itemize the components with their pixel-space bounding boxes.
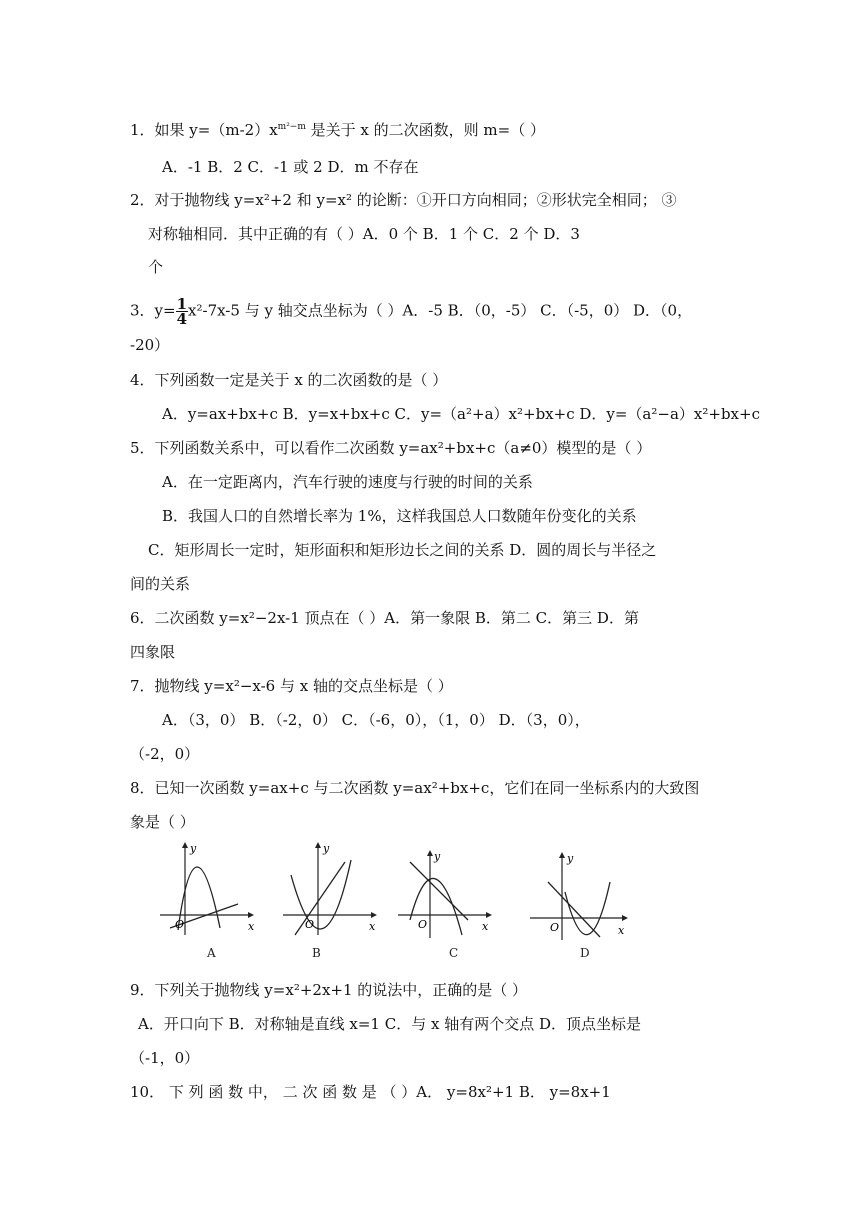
graph-b-x-label: x xyxy=(369,920,376,933)
question-6-line-2: 四象限 xyxy=(130,643,176,661)
question-7: 7．抛物线 y=x²−x-6 与 x 轴的交点坐标是（ ） xyxy=(130,677,453,695)
question-3-line-2: -20） xyxy=(130,336,170,354)
question-2-line-3: 个 xyxy=(148,258,164,276)
q5-option-cd-line-2: 间的关系 xyxy=(130,575,191,593)
question-8-line-1: 8．已知一次函数 y=ax+c 与二次函数 y=ax²+bx+c，它们在同一坐标系内的大致图 xyxy=(130,779,700,797)
question-1 xyxy=(130,120,545,140)
q1-options: A．-1 B．2 C．-1 或 2 D．m 不存在 xyxy=(162,158,419,176)
q7-options-line-1: A．（3，0） B．（-2，0） C．（-6，0），（1，0） D．（3，0）， xyxy=(162,711,590,729)
q5-option-a: A．在一定距离内，汽车行驶的速度与行驶的时间的关系 xyxy=(162,473,533,491)
graph-d-x-label: x xyxy=(618,924,625,937)
question-3 xyxy=(130,297,692,326)
graph-b-origin: O xyxy=(305,918,315,931)
question-6-line-1: 6．二次函数 y=x²−2x-1 顶点在（ ）A．第一象限 B．第二 C．第三 D．第 xyxy=(130,609,639,627)
question-10: 10． 下 列 函 数 中， 二 次 函 数 是 （ ）A． y=8x²+1 B． y=8x+1 xyxy=(130,1083,611,1101)
graph-a-y-label: y xyxy=(190,842,197,855)
q4-options: A．y=ax+bx+c B．y=x+bx+c C．y=（a²+a）x²+bx+c D．y=（a²−a）x²+bx+c xyxy=(162,405,760,423)
graph-b-y-label: y xyxy=(323,842,330,855)
q1-exponent: m²−m xyxy=(277,122,306,132)
q3-fraction xyxy=(176,297,188,326)
graph-d-origin: O xyxy=(550,921,560,934)
question-8-line-2: 象是（ ） xyxy=(130,813,195,831)
q5-option-b: B．我国人口的自然增长率为 1%，这样我国总人口数随年份变化的关系 xyxy=(162,507,637,525)
graph-a-caption: A xyxy=(207,946,216,960)
graph-c xyxy=(398,850,493,940)
q7-options-line-2: （-2，0） xyxy=(130,745,200,763)
q9-options-line-2: （-1，0） xyxy=(130,1049,200,1067)
q3-prefix: 3．y= xyxy=(130,301,176,320)
question-4: 4．下列函数一定是关于 x 的二次函数的是（ ） xyxy=(130,371,448,389)
question-2-line-1: 2．对于抛物线 y=x²+2 和 y=x² 的论断：①开口方向相同；②形状完全相同； ③ xyxy=(130,191,677,209)
graph-b xyxy=(283,840,378,940)
graph-c-y-label: y xyxy=(434,850,441,863)
graph-a-x-label: x xyxy=(248,920,255,933)
q1-stem-start: 1．如果 y=（m-2）x xyxy=(130,121,278,139)
q3-denominator: 4 xyxy=(176,310,188,328)
question-9: 9．下列关于抛物线 y=x²+2x+1 的说法中，正确的是（ ） xyxy=(130,981,528,999)
q5-option-cd: C．矩形周长一定时，矩形面积和矩形边长之间的关系 D．圆的周长与半径之 xyxy=(148,541,657,559)
graph-d-caption: D xyxy=(580,946,590,960)
q9-options-line-1: A．开口向下 B．对称轴是直线 x=1 C．与 x 轴有两个交点 D．顶点坐标是 xyxy=(138,1015,642,1033)
graph-d xyxy=(530,852,630,940)
graph-c-origin: O xyxy=(418,918,428,931)
question-2-line-2: 对称轴相同．其中正确的有（ ）A．0 个 B．1 个 C．2 个 D．3 xyxy=(148,225,580,243)
q3-suffix: x²-7x-5 与 y 轴交点坐标为（ ）A．-5 B．（0，-5） C．（-5，0） D．（0， xyxy=(188,301,693,320)
graph-c-caption: C xyxy=(449,946,459,960)
graph-c-x-label: x xyxy=(482,920,489,933)
q1-stem-end: 是关于 x 的二次函数，则 m=（ ） xyxy=(305,121,545,139)
graph-a-origin: O xyxy=(175,918,185,931)
q3-numerator: 1 xyxy=(176,295,188,313)
graph-b-caption: B xyxy=(312,946,321,960)
question-5: 5．下列函数关系中，可以看作二次函数 y=ax²+bx+c（a≠0）模型的是（ ） xyxy=(130,439,652,457)
graph-d-y-label: y xyxy=(567,852,574,865)
graph-a xyxy=(160,840,255,940)
